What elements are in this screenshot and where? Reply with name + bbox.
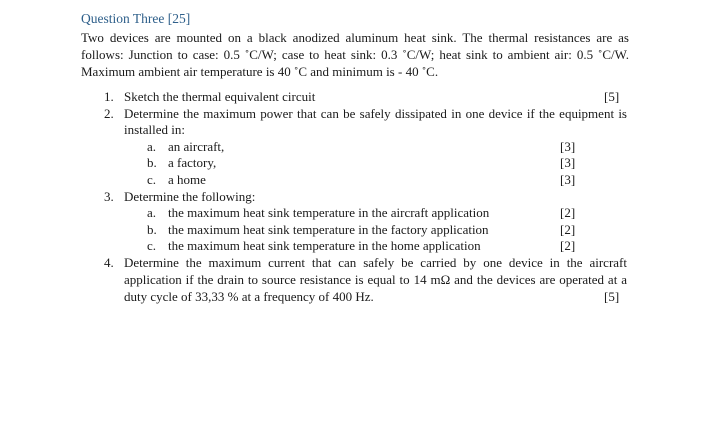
sub-item-text: the maximum heat sink temperature in the factory application bbox=[168, 222, 489, 237]
item-text-line-3: duty cycle of 33,33 % at a frequency of 400 Hz. bbox=[124, 289, 374, 304]
question-heading: Question Three [25] bbox=[81, 11, 191, 26]
sub-item-letter: a. bbox=[147, 205, 157, 220]
sub-item-letter: b. bbox=[147, 155, 157, 170]
intro-line-3: Maximum ambient air temperature is 40 ˚C and minimum is - 40 ˚C. bbox=[81, 64, 439, 79]
sub-item-text: the maximum heat sink temperature in the home application bbox=[168, 238, 481, 253]
intro-line-2: follows: Junction to case: 0.5 ˚C/W; case to heat sink: 0.3 ˚C/W; heat sink to ambient air: 0.5 ˚C/W. bbox=[81, 47, 629, 62]
item-text-line-1: Determine the maximum current that can safely be carried by one device in the aircraft bbox=[124, 255, 627, 270]
sub-item-letter: c. bbox=[147, 172, 157, 187]
sub-item-text: a factory, bbox=[168, 155, 217, 170]
sub-item-marks: [3] bbox=[560, 139, 576, 154]
item-number: 1. bbox=[104, 89, 114, 104]
question-intro bbox=[81, 29, 629, 80]
item-number: 4. bbox=[104, 255, 114, 270]
item-number: 3. bbox=[104, 189, 114, 204]
sub-item-marks: [2] bbox=[560, 238, 576, 253]
sub-item-letter: c. bbox=[147, 238, 157, 253]
item-text-line-2: application if the drain to source resistance is equal to 14 mΩ and the devices are operated at a bbox=[124, 272, 627, 287]
sub-item-text: an aircraft, bbox=[168, 139, 225, 154]
sub-item-marks: [2] bbox=[560, 205, 576, 220]
sub-item-marks: [3] bbox=[560, 172, 576, 187]
sub-item-letter: a. bbox=[147, 139, 157, 154]
sub-item-text: a home bbox=[168, 172, 206, 187]
intro-line-1: Two devices are mounted on a black anodized aluminum heat sink. The thermal resistances are as bbox=[81, 30, 629, 45]
sub-item-letter: b. bbox=[147, 222, 157, 237]
item-marks: [5] bbox=[604, 89, 620, 104]
item-marks: [5] bbox=[604, 289, 620, 304]
item-number: 2. bbox=[104, 106, 114, 121]
sub-item-text: the maximum heat sink temperature in the aircraft application bbox=[168, 205, 490, 220]
item-text-line-1: Determine the maximum power that can be safely dissipated in one device if the equipment is bbox=[124, 106, 627, 121]
item-text-line-2: installed in: bbox=[124, 122, 186, 137]
sub-item-marks: [3] bbox=[560, 155, 576, 170]
sub-item-marks: [2] bbox=[560, 222, 576, 237]
item-text: Determine the following: bbox=[124, 189, 256, 204]
item-text: Sketch the thermal equivalent circuit bbox=[124, 89, 316, 104]
